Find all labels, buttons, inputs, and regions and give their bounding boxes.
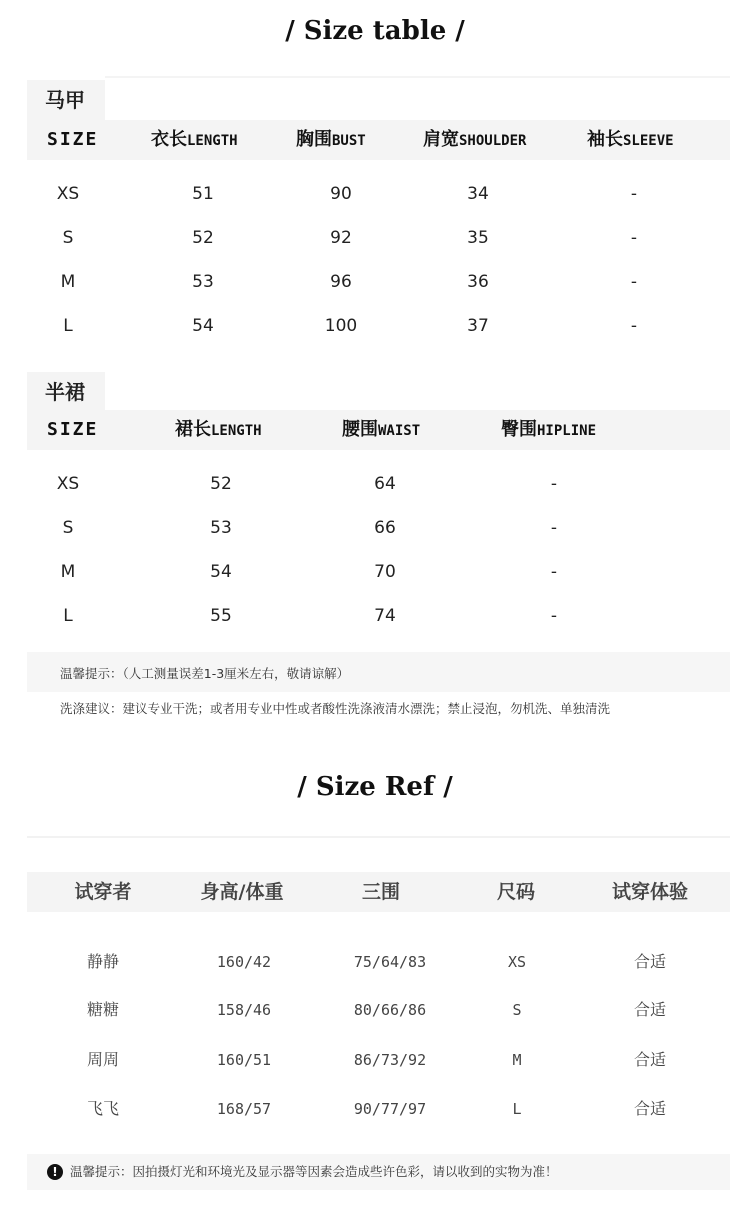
ref-header-model: 试穿者: [74, 881, 132, 903]
ref-header-size: 尺码: [496, 881, 535, 903]
ref-size: M: [512, 1051, 522, 1069]
skirt-cell: XS: [56, 474, 80, 494]
ref-model-name: 静静: [86, 952, 119, 971]
ref-measurements: 90/77/97: [353, 1100, 427, 1118]
skirt-row-xs: [0, 472, 750, 496]
vest-cell: 34: [467, 184, 489, 204]
vest-header-length: 衣长LENGTH: [151, 129, 238, 150]
skirt-section-label: 半裙: [27, 372, 105, 412]
skirt-cell: 70: [374, 562, 396, 582]
vest-row-s: [0, 226, 750, 250]
color-warning-text: 温馨提示：因拍摄灯光和环境光及显示器等因素会造成些许色彩，请以收到的实物为准！: [70, 1164, 558, 1179]
size-ref-divider: [27, 836, 730, 838]
vest-cell: 54: [192, 316, 214, 336]
vest-cell: 100: [324, 316, 358, 336]
vest-section-divider: [105, 76, 730, 78]
skirt-cell: -: [550, 562, 558, 582]
skirt-cell: 64: [374, 474, 396, 494]
vest-header-sleeve: 袖长SLEEVE: [587, 129, 674, 150]
skirt-header-row: [27, 410, 730, 450]
ref-size: L: [512, 1100, 522, 1118]
vest-cell: 96: [330, 272, 352, 292]
vest-row-l: [0, 314, 750, 338]
ref-row: [0, 1097, 750, 1121]
vest-header-row: [27, 120, 730, 160]
size-ref-header-row: [27, 872, 730, 912]
size-table-title: / Size table /: [285, 16, 465, 46]
ref-header-height-weight: 身高/体重: [200, 881, 284, 903]
ref-model-name: 飞飞: [86, 1099, 119, 1118]
vest-cell: 35: [467, 228, 489, 248]
ref-size: S: [512, 1001, 522, 1019]
skirt-header-length: 裙长LENGTH: [175, 419, 262, 440]
ref-fit: 合适: [633, 1000, 666, 1019]
ref-fit: 合适: [633, 1099, 666, 1118]
vest-cell: 52: [192, 228, 214, 248]
ref-row: [0, 998, 750, 1022]
skirt-row-l: [0, 604, 750, 628]
ref-header-fit: 试穿体验: [611, 881, 688, 903]
skirt-cell: -: [550, 518, 558, 538]
size-ref-title: / Size Ref /: [297, 772, 453, 802]
ref-size: XS: [507, 953, 527, 971]
vest-header-shoulder: 肩宽SHOULDER: [423, 129, 527, 150]
vest-cell: -: [630, 184, 638, 204]
vest-cell: 36: [467, 272, 489, 292]
ref-measurements: 80/66/86: [353, 1001, 427, 1019]
skirt-header-waist: 腰围WAIST: [342, 419, 421, 440]
ref-fit: 合适: [633, 952, 666, 971]
vest-cell: 37: [467, 316, 489, 336]
washing-advice: 洗涤建议：建议专业干洗；或者用专业中性或者酸性洗涤液清水漂洗；禁止浸泡，勿机洗、单独清洗: [60, 701, 611, 716]
vest-cell: L: [63, 316, 73, 336]
skirt-header-size: SIZE: [47, 419, 99, 440]
vest-cell: 92: [330, 228, 352, 248]
ref-model-name: 周周: [86, 1050, 119, 1069]
ref-measurements: 75/64/83: [353, 953, 427, 971]
skirt-row-m: [0, 560, 750, 584]
vest-header-bust: 胸围BUST: [296, 129, 366, 150]
measurement-tip: 温馨提示：（人工测量误差1-3厘米左右，敬请谅解）: [60, 666, 350, 681]
skirt-cell: 54: [210, 562, 232, 582]
vest-cell: XS: [56, 184, 80, 204]
ref-measurements: 86/73/92: [353, 1051, 427, 1069]
skirt-cell: S: [62, 518, 74, 538]
vest-cell: 51: [192, 184, 214, 204]
vest-cell: -: [630, 272, 638, 292]
vest-cell: 90: [330, 184, 352, 204]
skirt-cell: L: [63, 606, 73, 626]
vest-cell: -: [630, 228, 638, 248]
ref-height-weight: 158/46: [216, 1001, 272, 1019]
skirt-cell: 74: [374, 606, 396, 626]
ref-height-weight: 160/51: [216, 1051, 272, 1069]
skirt-cell: 55: [210, 606, 232, 626]
skirt-cell: 66: [374, 518, 396, 538]
vest-cell: M: [60, 272, 76, 292]
vest-row-xs: [0, 182, 750, 206]
skirt-cell: -: [550, 606, 558, 626]
skirt-header-hipline: 臀围HIPLINE: [501, 419, 597, 440]
ref-height-weight: 168/57: [216, 1100, 272, 1118]
vest-row-m: [0, 270, 750, 294]
ref-model-name: 糖糖: [86, 1000, 119, 1019]
vest-header-size: SIZE: [47, 129, 99, 150]
vest-section-label: 马甲: [27, 80, 105, 120]
ref-row: [0, 950, 750, 974]
skirt-cell: 52: [210, 474, 232, 494]
vest-cell: 53: [192, 272, 214, 292]
skirt-cell: M: [60, 562, 76, 582]
ref-row: [0, 1048, 750, 1072]
skirt-row-s: [0, 516, 750, 540]
skirt-cell: 53: [210, 518, 232, 538]
vest-cell: S: [62, 228, 74, 248]
exclamation-icon: !: [47, 1164, 63, 1180]
ref-header-measurements: 三围: [361, 881, 400, 903]
ref-fit: 合适: [633, 1050, 666, 1069]
vest-cell: -: [630, 316, 638, 336]
skirt-cell: -: [550, 474, 558, 494]
ref-height-weight: 160/42: [216, 953, 272, 971]
